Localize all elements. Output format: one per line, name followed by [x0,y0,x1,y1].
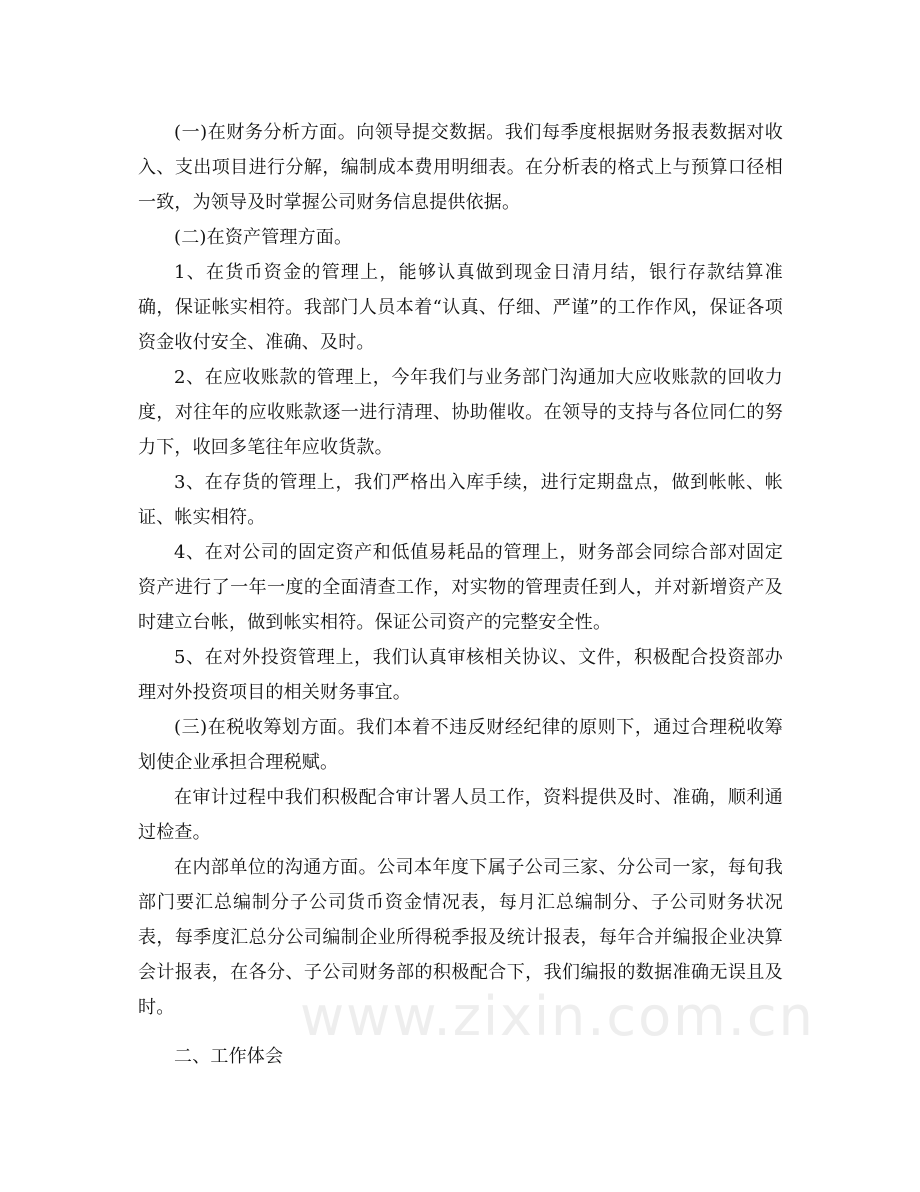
paragraph-external-investment: 5、在对外投资管理上，我们认真审核相关协议、文件，积极配合投资部办理对外投资项目的相关财务事宜。 [138,647,783,703]
section-heading-work-experience: 二、工作体会 [174,1046,284,1067]
paragraph-asset-management-heading: (二)在资产管理方面。 [174,227,353,248]
paragraph-accounts-receivable: 2、在应收账款的管理上，今年我们与业务部门沟通加大应收账款的回收力度，对往年的应收账款逐一进行清理、协助催收。在领导的支持与各位同仁的努力下，收回多笔往年应收货款。 [138,367,783,458]
paragraph-financial-analysis: (一)在财务分析方面。向领导提交数据。我们每季度根据财务报表数据对收入、支出项目进行分解，编制成本费用明细表。在分析表的格式上与预算口径相一致，为领导及时掌握公司财务信息提供依据。 [138,122,783,213]
paragraph-internal-communication: 在内部单位的沟通方面。公司本年度下属子公司三家、分公司一家，每旬我部门要汇总编制分子公司货币资金情况表，每月汇总编制分、子公司财务状况表，每季度汇总分公司编制企业所得税季报及统计报表，每年合并编报企业决算会计报表，在各分、子公司财务部的积极配合下，我们编报的数据准确无误且及时。 [138,857,783,1018]
paragraph-inventory: 3、在存货的管理上，我们严格出入库手续，进行定期盘点，做到帐帐、帐证、帐实相符。 [138,472,783,528]
watermark: www.zixin.com.cn [300,985,815,1048]
paragraph-fixed-assets: 4、在对公司的固定资产和低值易耗品的管理上，财务部会同综合部对固定资产进行了一年一度的全面清查工作，对实物的管理责任到人，并对新增资产及时建立台帐，做到帐实相符。保证公司资产的完整安全性。 [138,542,783,633]
paragraph-tax-planning: (三)在税收筹划方面。我们本着不违反财经纪律的原则下，通过合理税收筹划使企业承担合理税赋。 [138,717,783,773]
paragraph-audit: 在审计过程中我们积极配合审计署人员工作，资料提供及时、准确，顺利通过检查。 [138,787,783,843]
paragraph-monetary-funds: 1、在货币资金的管理上，能够认真做到现金日清月结，银行存款结算准确，保证帐实相符。我部门人员本着“认真、仔细、严谨”的工作作风，保证各项资金收付安全、准确、及时。 [138,262,783,353]
document-body [138,115,783,1074]
